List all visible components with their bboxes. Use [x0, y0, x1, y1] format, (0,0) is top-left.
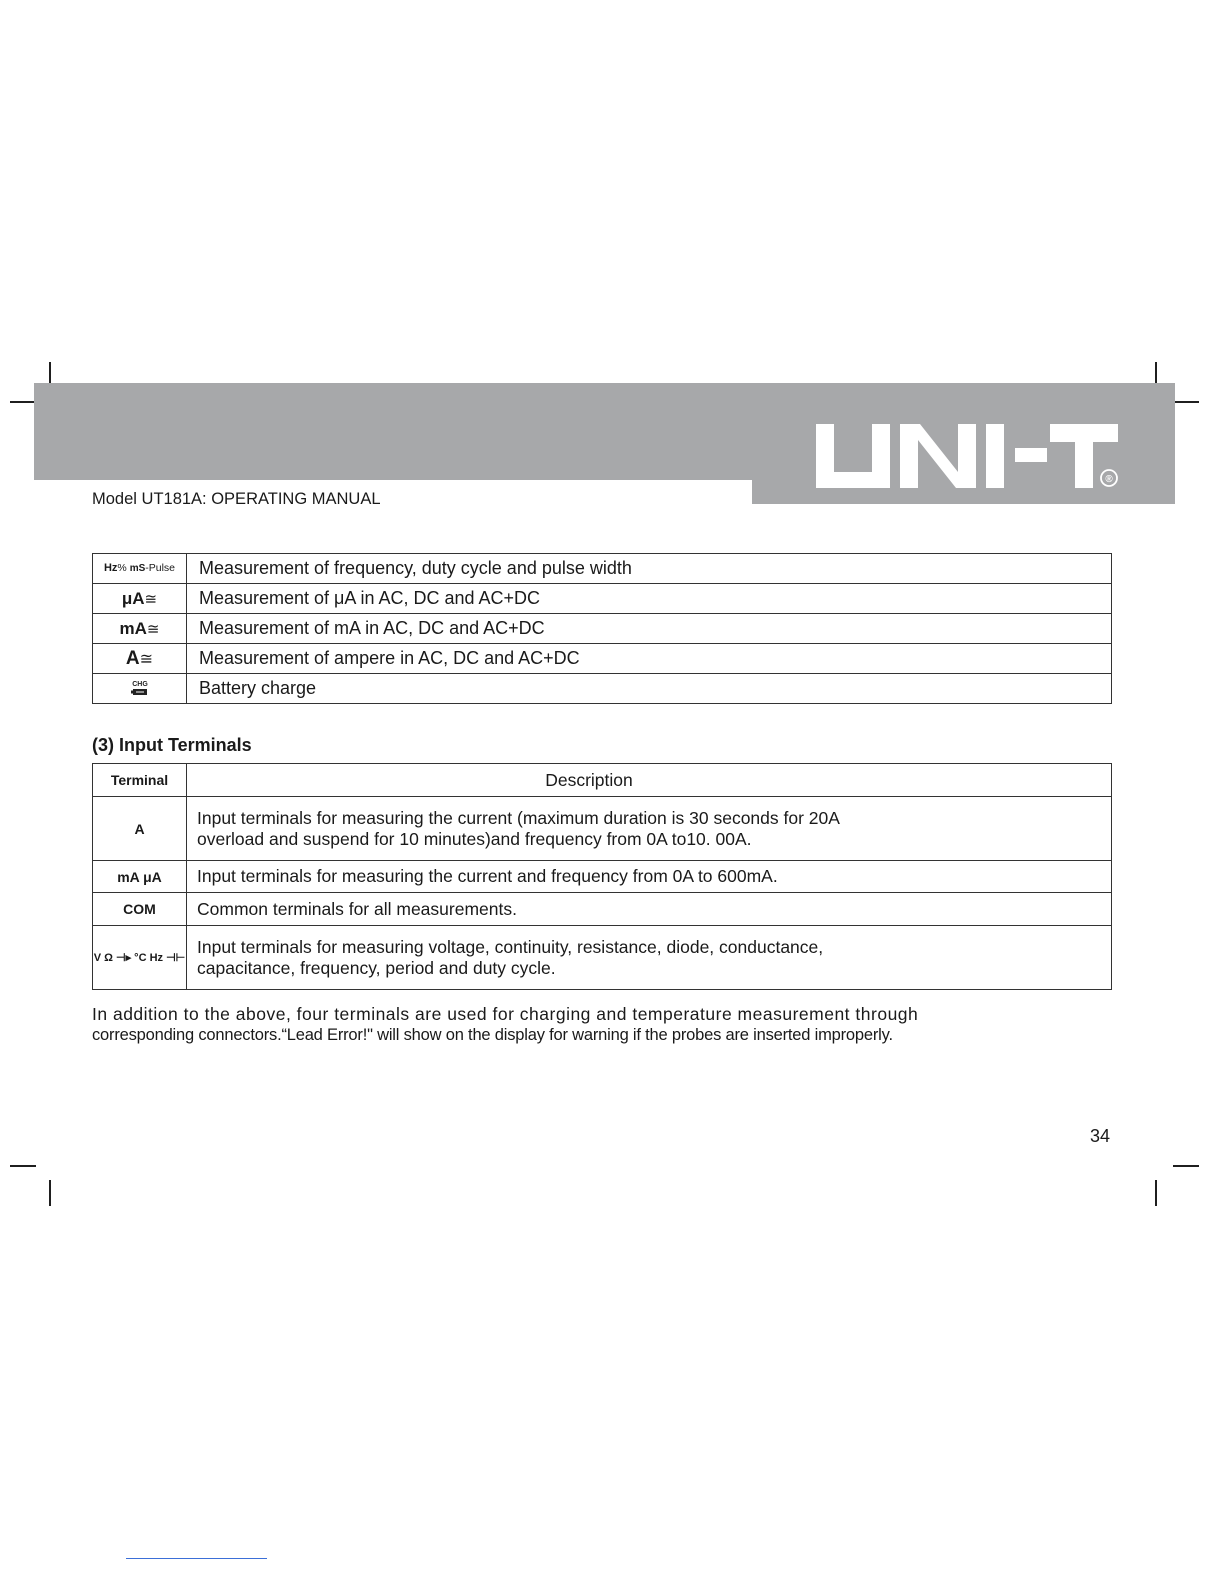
- battery-charge-icon: [130, 679, 150, 697]
- footnote-paragraph: [92, 1004, 1122, 1046]
- symbol-cell: [93, 644, 187, 674]
- milliamp-acdc-icon: mA≅: [119, 618, 160, 638]
- table-row: [93, 893, 1112, 926]
- terminal-cell: V Ω ⊣▸ °C Hz ⊣⊢: [93, 926, 187, 990]
- crop-mark-bottom-right-v: [1155, 1180, 1157, 1206]
- symbol-cell: [93, 674, 187, 704]
- table-row: [93, 797, 1112, 861]
- crop-mark-top-right-h: [1173, 401, 1199, 403]
- table-row: [93, 584, 1112, 614]
- svg-text:CHG: CHG: [131, 681, 148, 689]
- crop-mark-top-left-h: [10, 401, 36, 403]
- svg-text:®: ®: [1105, 474, 1113, 485]
- symbol-cell: [93, 554, 187, 584]
- symbol-description: Measurement of frequency, duty cycle and pulse width: [187, 554, 1112, 584]
- symbol-description: Battery charge: [187, 674, 1112, 704]
- table-row: [93, 554, 1112, 584]
- terminal-description: [187, 797, 1112, 861]
- symbol-description: Measurement of ampere in AC, DC and AC+DC: [187, 644, 1112, 674]
- section-heading: (3) Input Terminals: [92, 735, 252, 755]
- frequency-duty-pulse-icon: Hz% mS-Pulse: [103, 562, 176, 575]
- footnote-line: In addition to the above, four terminals are used for charging and temperature measurement through: [92, 1004, 919, 1024]
- footnote-line: corresponding connectors.“Lead Error!" will show on the display for warning if the probes are inserted improperly.: [92, 1026, 893, 1044]
- symbol-cell: [93, 614, 187, 644]
- symbol-table: [92, 553, 1112, 704]
- terminal-description: Input terminals for measuring the current and frequency from 0A to 600mA.: [187, 861, 1112, 893]
- description-line: Input terminals for measuring voltage, continuity, resistance, diode, conductance,: [197, 936, 824, 957]
- table-row: [93, 926, 1112, 990]
- microamp-acdc-icon: μA≅: [121, 588, 158, 608]
- manual-title: Model UT181A: OPERATING MANUAL: [92, 490, 381, 508]
- page-number: 34: [1090, 1126, 1111, 1146]
- table-row: [93, 674, 1112, 704]
- description-line: Input terminals for measuring the current (maximum duration is 30 seconds for 20A: [197, 807, 840, 828]
- terminal-cell: mA μA: [93, 861, 187, 893]
- amp-acdc-icon: A≅: [125, 647, 154, 669]
- table-row: [93, 861, 1112, 893]
- terminal-cell: COM: [93, 893, 187, 926]
- terminal-description: Common terminals for all measurements.: [187, 893, 1112, 926]
- description-line: overload and suspend for 10 minutes)and frequency from 0A to10. 00A.: [197, 828, 752, 849]
- description-line: capacitance, frequency, period and duty cycle.: [197, 957, 556, 978]
- crop-mark-bottom-left-v: [49, 1180, 51, 1206]
- crop-mark-bottom-right-h: [1173, 1165, 1199, 1167]
- table-row: [93, 644, 1112, 674]
- symbol-cell: [93, 584, 187, 614]
- symbol-description: Measurement of mA in AC, DC and AC+DC: [187, 614, 1112, 644]
- table-header-row: [93, 764, 1112, 797]
- input-terminals-table: [92, 763, 1112, 990]
- table-row: [93, 614, 1112, 644]
- terminal-cell: A: [93, 797, 187, 861]
- column-header-description: Description: [187, 764, 1112, 797]
- crop-mark-bottom-left-h: [10, 1165, 36, 1167]
- terminal-description: [187, 926, 1112, 990]
- uni-t-logo: [812, 416, 1132, 492]
- column-header-terminal: Terminal: [93, 764, 187, 797]
- symbol-description: Measurement of μA in AC, DC and AC+DC: [187, 584, 1112, 614]
- footer-rule: [126, 1558, 267, 1559]
